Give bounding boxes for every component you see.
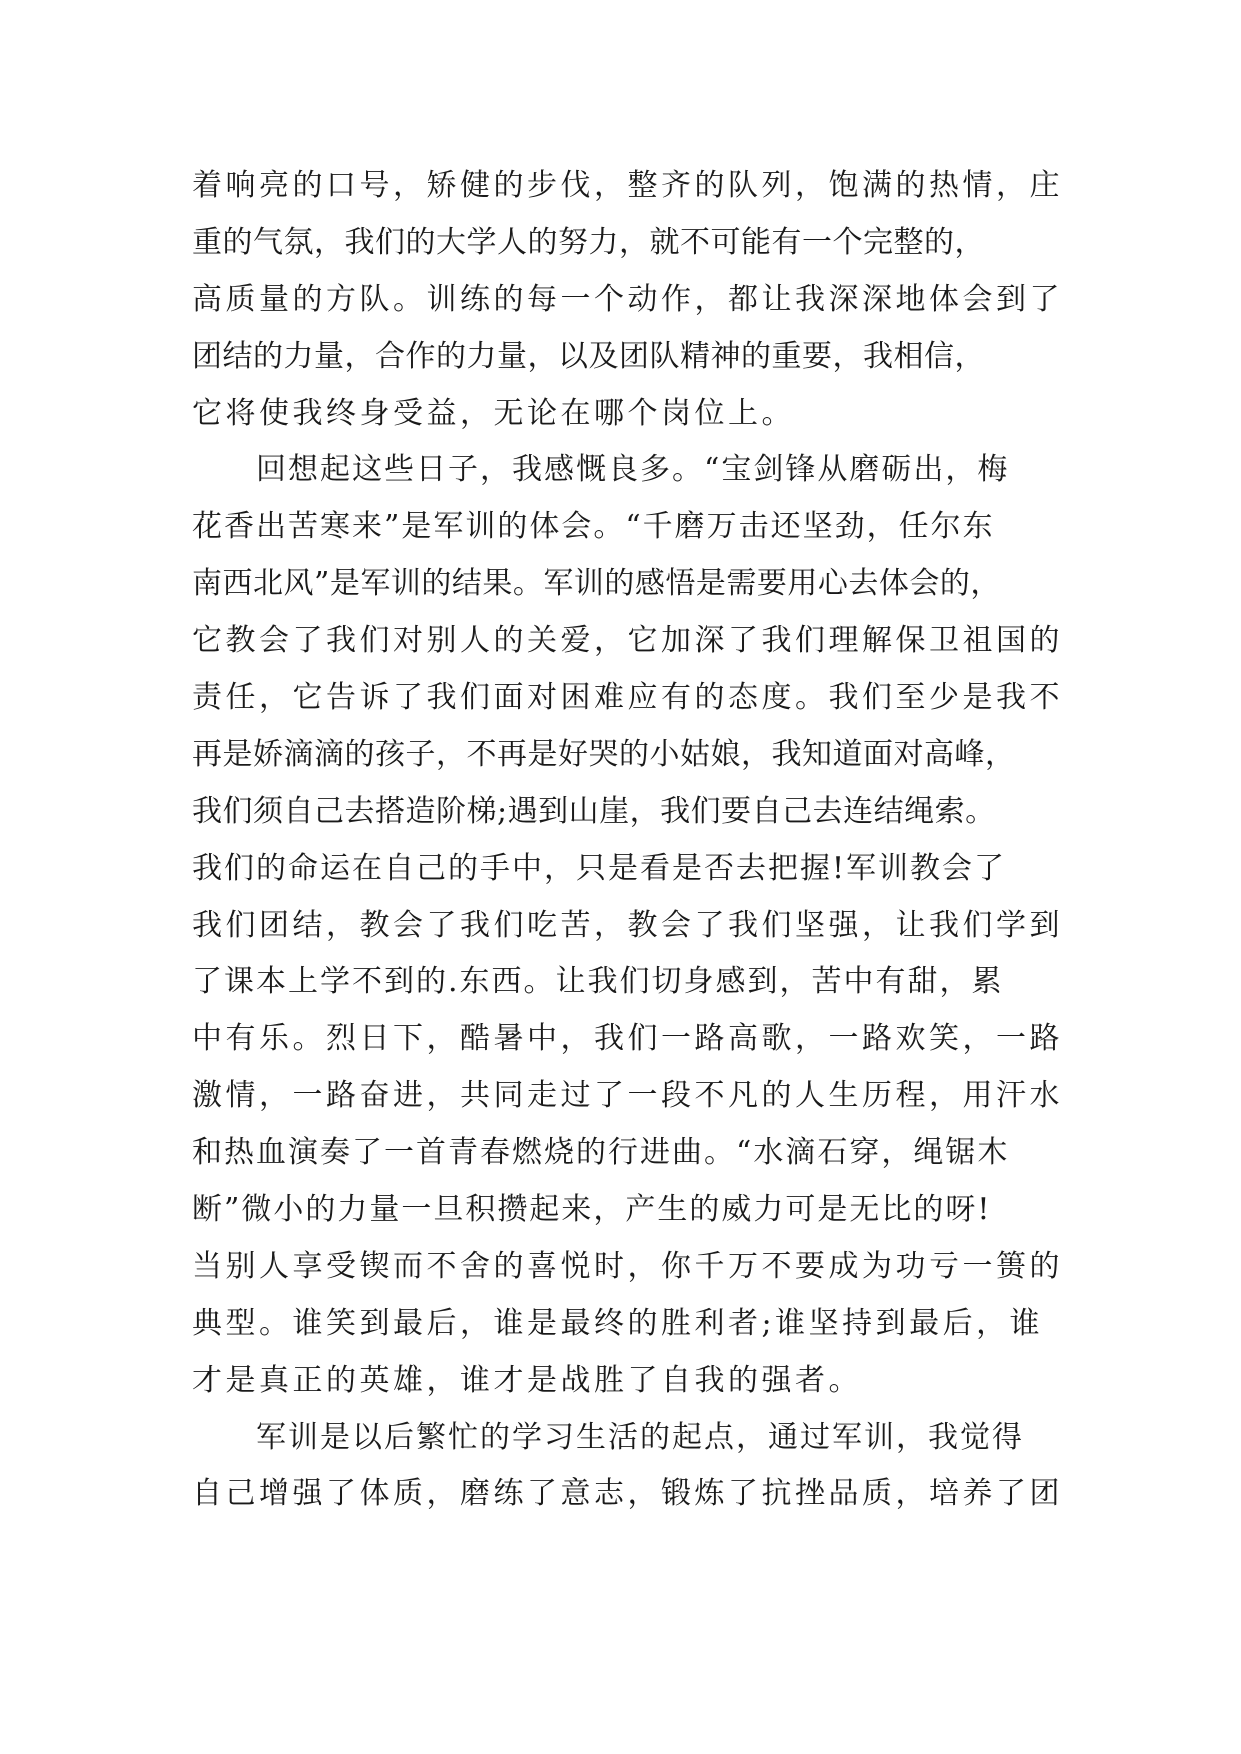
text-line: 和热血演奏了一首青春燃烧的行进曲。“水滴石穿，绳锯木 (192, 1135, 1010, 1171)
text-line: 再是娇滴滴的孩子，不再是好哭的小姑娘，我知道面对高峰， (192, 736, 1016, 772)
text-line: 断”微小的力量一旦积攒起来，产生的威力可是无比的呀! (192, 1192, 992, 1228)
text-line: 重的气氛，我们的大学人的努力，就不可能有一个完整的， (192, 224, 985, 260)
text-line: 我们须自己去搭造阶梯;遇到山崖，我们要自己去连结绳索。 (192, 793, 996, 829)
text-line: 了课本上学不到的.东西。让我们切身感到，苦中有甜，累 (192, 964, 1004, 1000)
text-line: 团结的力量，合作的力量，以及团队精神的重要，我相信， (192, 338, 985, 374)
text-line: 花香出苦寒来”是军训的体会。“千磨万击还坚劲，任尔东 (192, 509, 995, 545)
text-line: 才是真正的英雄，谁才是战胜了自我的强者。 (192, 1362, 862, 1398)
text-line: 中有乐。烈日下，酷暑中，我们一路高歌，一路欢笑，一路 (192, 1021, 1063, 1057)
text-line: 当别人享受锲而不舍的喜悦时，你千万不要成为功亏一篑的 (192, 1248, 1063, 1284)
body-text (192, 158, 1063, 1523)
text-line: 我们团结，教会了我们吃苦，教会了我们坚强，让我们学到 (192, 907, 1063, 943)
text-line: 它将使我终身受益，无论在哪个岗位上。 (192, 395, 795, 431)
text-line: 着响亮的口号，矫健的步伐，整齐的队列，饱满的热情，庄 (192, 168, 1063, 203)
text-line: 自己增强了体质，磨练了意志，锻炼了抗挫品质，培养了团 (192, 1476, 1063, 1512)
paragraph-start-line: 军训是以后繁忙的学习生活的起点，通过军训，我觉得 (256, 1419, 1024, 1455)
text-line: 高质量的方队。训练的每一个动作，都让我深深地体会到了 (192, 281, 1063, 317)
text-line: 我们的命运在自己的手中，只是看是否去把握!军训教会了 (192, 850, 1007, 886)
text-line: 激情，一路奋进，共同走过了一段不凡的人生历程，用汗水 (192, 1078, 1063, 1114)
text-line: 典型。谁笑到最后，谁是最终的胜利者;谁坚持到最后，谁 (192, 1305, 1044, 1341)
text-line: 责任，它告诉了我们面对困难应有的态度。我们至少是我不 (192, 680, 1063, 716)
text-line: 它教会了我们对别人的关爱，它加深了我们理解保卫祖国的 (192, 623, 1063, 659)
paragraph-start-line: 回想起这些日子，我感慨良多。“宝剑锋从磨砺出，梅 (256, 452, 1010, 488)
text-line: 南西北风”是军训的结果。军训的感悟是需要用心去体会的， (192, 566, 1001, 602)
